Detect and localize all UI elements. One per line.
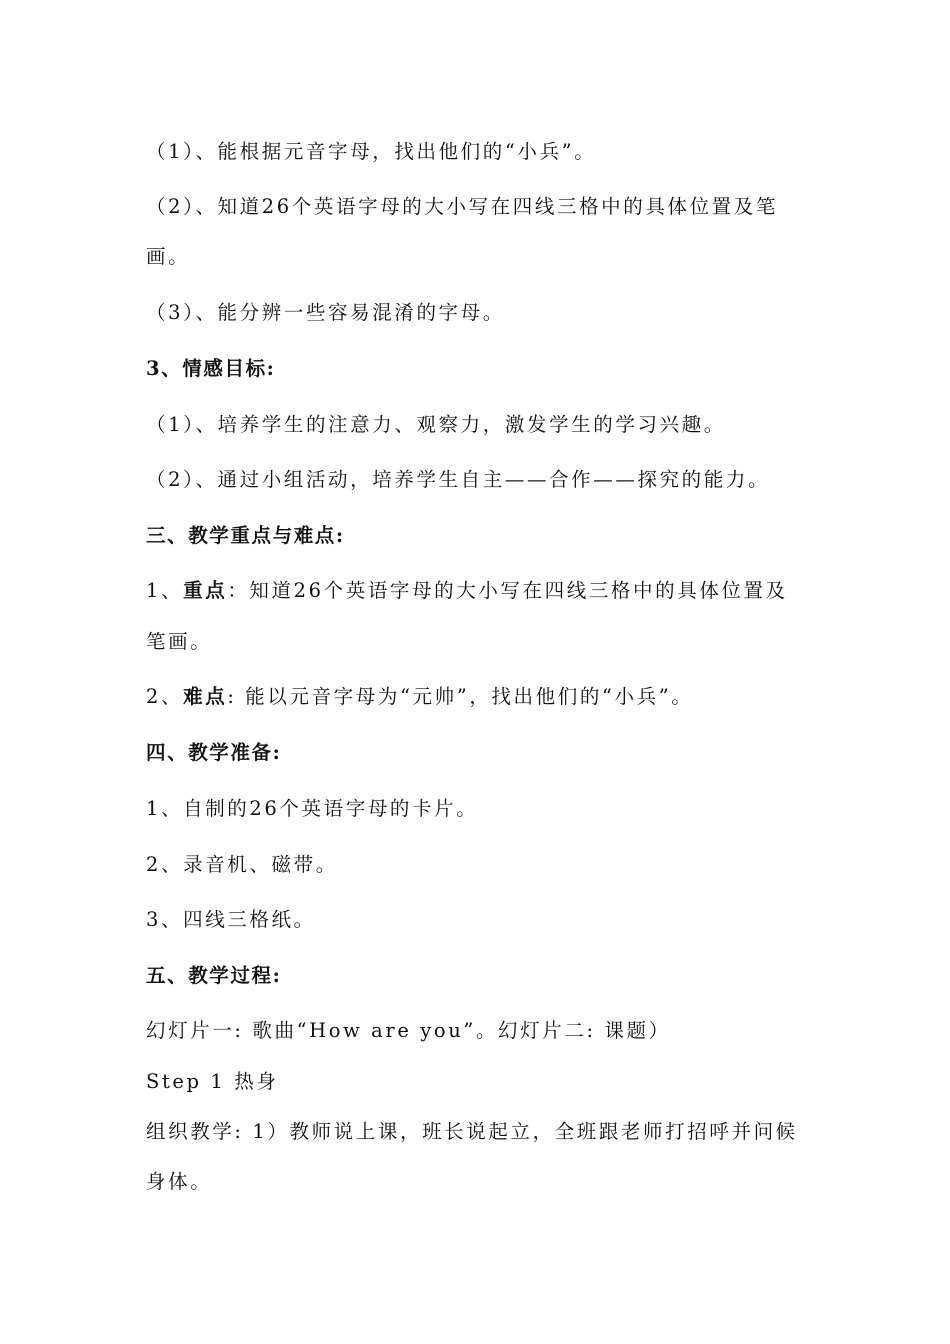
objective-1: （1）、能根据元音字母，找出他们的“小兵”。 — [146, 140, 597, 163]
key-point-label: 重点 — [183, 579, 228, 602]
preparation-2: 2、录音机、磁带。 — [146, 853, 338, 876]
difficult-point-prefix: 2、 — [146, 685, 184, 708]
emotional-goal-2: （2）、通过小组活动，培养学生自主——合作——探究的能力。 — [146, 468, 771, 491]
organize-teaching-line1: 组织教学: 1）教师说上课，班长说起立，全班跟老师打招呼并问候 — [146, 1120, 798, 1143]
preparation-1: 1、自制的26个英语字母的卡片。 — [146, 797, 479, 820]
emotional-goal-1: （1）、培养学生的注意力、观察力，激发学生的学习兴趣。 — [146, 413, 726, 436]
key-point-prefix: 1、 — [146, 579, 184, 602]
section-teaching-process: 五、教学过程: — [146, 964, 282, 987]
step-1-title: Step 1 热身 — [146, 1070, 279, 1093]
difficult-point — [146, 684, 693, 710]
organize-teaching-line2: 身体。 — [146, 1170, 213, 1193]
section-preparation: 四、教学准备: — [146, 741, 282, 764]
slides-note: 幻灯片一: 歌曲“How are you”。幻灯片二: 课题） — [146, 1019, 671, 1042]
difficult-point-label: 难点 — [183, 685, 228, 708]
key-point-line2: 笔画。 — [146, 630, 213, 653]
key-point-text: ：知道26个英语字母的大小写在四线三格中的具体位置及 — [227, 579, 788, 602]
objective-3: （3）、能分辨一些容易混淆的字母。 — [146, 301, 505, 324]
section-key-difficult-points: 三、教学重点与难点: — [146, 524, 345, 547]
objective-2-line2: 画。 — [146, 245, 191, 268]
key-point-line1 — [146, 578, 788, 604]
section-emotional-goals: 3、情感目标: — [146, 357, 276, 380]
difficult-point-text: : 能以元音字母为“元帅”，找出他们的“小兵”。 — [227, 685, 694, 708]
objective-2-line1: （2）、知道26个英语字母的大小写在四线三格中的具体位置及笔 — [146, 195, 778, 218]
preparation-3: 3、四线三格纸。 — [146, 908, 316, 931]
